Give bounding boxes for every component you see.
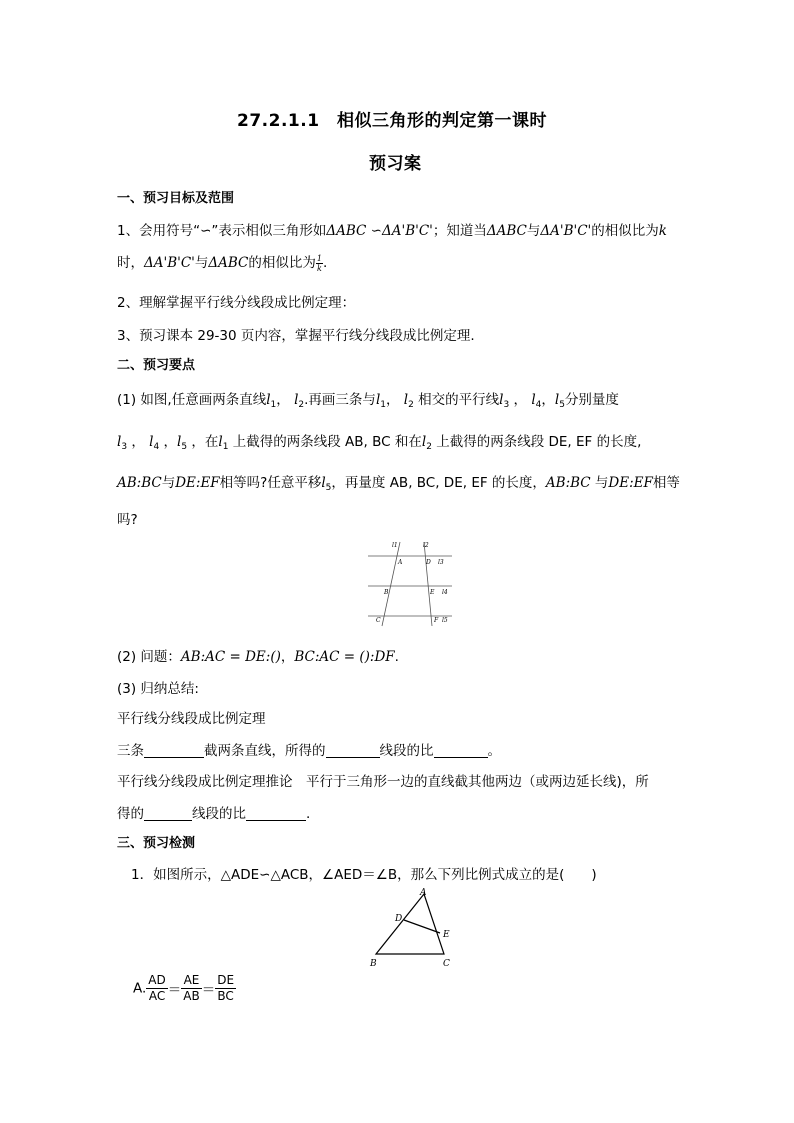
label-C: C xyxy=(443,959,450,969)
blank-2[interactable] xyxy=(326,743,380,758)
question-2: (2) 问题：AB:AC = DE:()，BC:AC = ():DF. xyxy=(117,649,399,665)
goal-item-1-cont: 时，ΔA'B'C'与ΔABC的相似比为 $\frac{1}{k}$ . xyxy=(117,253,328,273)
label-l2: l2 xyxy=(423,542,429,549)
question-3: (3) 归纳总结: xyxy=(117,681,199,697)
label-l1: l1 xyxy=(392,542,398,549)
line-l2 xyxy=(424,542,432,626)
fraction-ae-ab: $\frac{AE}{AB}$ xyxy=(183,973,200,1003)
parallel-lines-figure xyxy=(360,536,460,628)
label-l3: l3 xyxy=(438,559,444,566)
blank-5[interactable] xyxy=(246,806,306,821)
section-heading-3: 三、预习检测 xyxy=(117,836,196,851)
label-l4: l4 xyxy=(442,589,448,596)
label-F: F xyxy=(434,617,439,624)
label-A: A xyxy=(420,888,427,898)
label-B: B xyxy=(370,959,377,969)
question-1-line-1: (1) 如图,任意画两条直线$l_1$， $l_2$.再画三条与$l_1$， $l_2$ 相交的平行线$l_3$ ， $l_4$，$l_5$分别量度 xyxy=(117,392,619,410)
page-subtitle: 预习案 xyxy=(369,154,422,174)
label-B: B xyxy=(384,589,389,596)
label-C: C xyxy=(376,617,381,624)
theorem-statement: 三条 截两条直线，所得的 线段的比 。 xyxy=(117,743,501,759)
label-D: D xyxy=(426,559,431,566)
blank-3[interactable] xyxy=(434,743,488,758)
goal-item-1: 1、会用符号“∽”表示相似三角形如ΔABC ∽ΔA'B'C'；知道当ΔABC与ΔA'B'C'的相似比为k xyxy=(117,223,667,239)
triangle-abc xyxy=(376,894,444,954)
label-l5: l5 xyxy=(442,617,448,624)
question-1-line-2: $l_3$ ， $l_4$ ，$l_5$ ，在$l_1$ 上截得的两条线段 AB, BC 和在$l_2$ 上截得的两条线段 DE, EF 的长度, xyxy=(117,434,642,452)
label-E: E xyxy=(430,589,435,596)
label-E: E xyxy=(443,930,450,940)
fraction-1-over-k: $\frac{1}{k}$ xyxy=(316,253,322,273)
label-D: D xyxy=(395,914,403,924)
line-l1 xyxy=(382,542,400,626)
theorem-title: 平行线分线段成比例定理 xyxy=(117,711,266,727)
blank-1[interactable] xyxy=(144,743,204,758)
label-A: A xyxy=(398,559,403,566)
fraction-de-bc: $\frac{DE}{BC}$ xyxy=(217,973,235,1003)
triangle-figure xyxy=(364,886,458,970)
question-1-line-3: AB:BC与DE:EF相等吗?任意平移$l_5$，再量度 AB, BC, DE, EF 的长度，AB:BC 与DE:EF相等 xyxy=(117,475,680,493)
section-heading-1: 一、预习目标及范围 xyxy=(117,191,235,206)
blank-4[interactable] xyxy=(144,806,192,821)
fraction-ad-ac: $\frac{AD}{AC}$ xyxy=(148,973,166,1003)
section-heading-2: 二、预习要点 xyxy=(117,358,196,373)
goal-item-2: 2、理解掌握平行线分线段成比例定理： xyxy=(117,295,356,311)
test-question-1: 1．如图所示，△ADE∽△ACB，∠AED＝∠B，那么下列比例式成立的是( ) xyxy=(131,867,597,883)
question-1-line-4: 吗? xyxy=(117,512,138,528)
option-a[interactable]: A. $\frac{AD}{AC}$ ＝ $\frac{AE}{AB}$ ＝ $\frac{DE}{BC}$ xyxy=(133,973,235,1003)
corollary-line-2: 得的 线段的比 . xyxy=(117,806,311,822)
corollary-line-1: 平行线分线段成比例定理推论 平行于三角形一边的直线截其他两边（或两边延长线)，所 xyxy=(117,774,649,790)
page-title: 27.2.1.1 相似三角形的判定第一课时 xyxy=(237,111,548,131)
goal-item-3: 3、预习课本 29-30 页内容，掌握平行线分线段成比例定理. xyxy=(117,328,475,344)
